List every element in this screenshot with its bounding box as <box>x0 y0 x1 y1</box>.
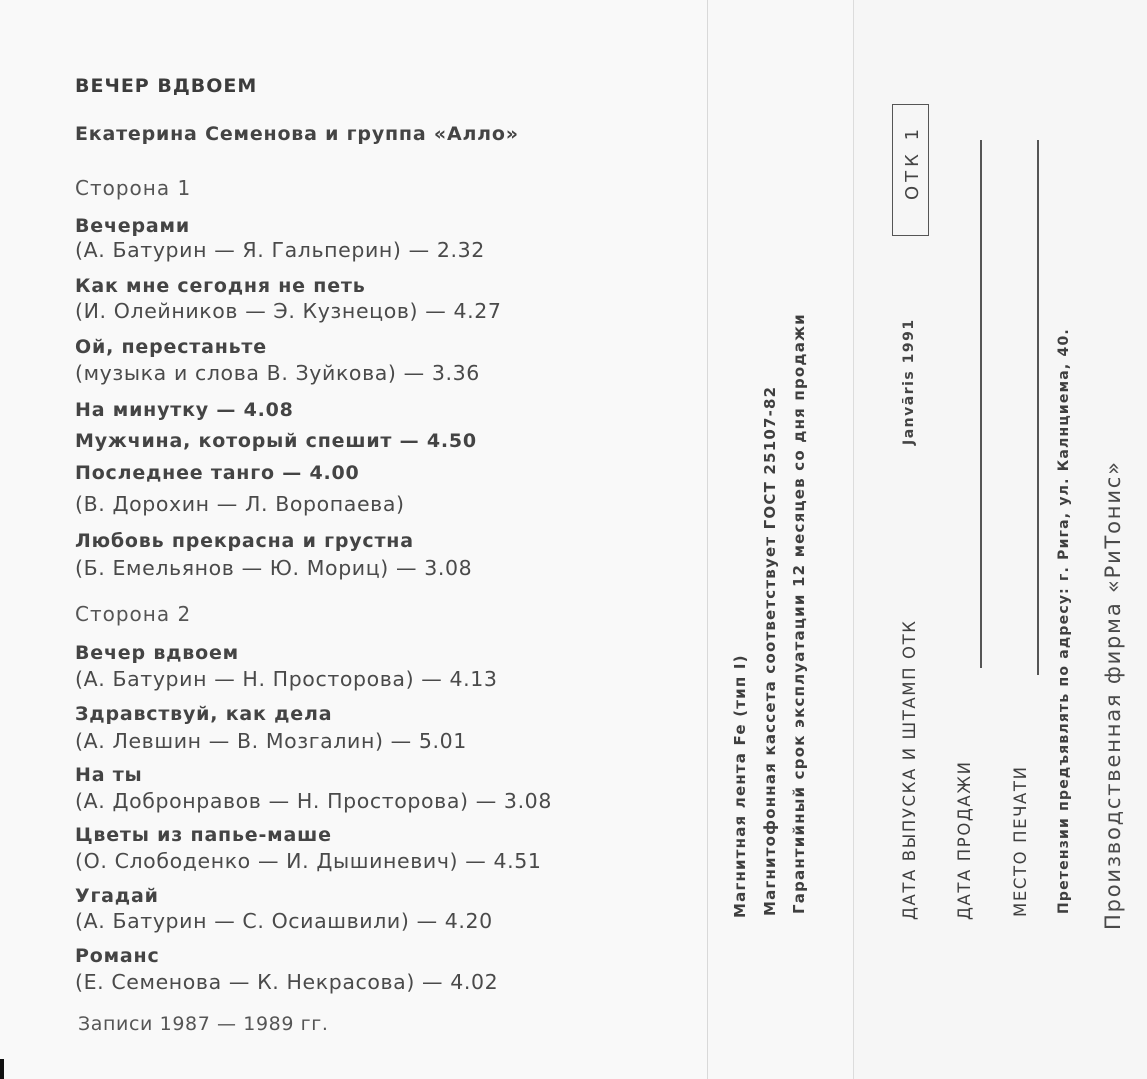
track-title: Как мне сегодня не петь <box>75 275 366 297</box>
field-stamp-place: МЕСТО ПЕЧАТИ <box>1011 765 1030 917</box>
track-title: На ты <box>75 764 143 786</box>
track-credit: (В. Дорохин — Л. Воропаева) <box>75 492 405 516</box>
track-title: На минутку — 4.08 <box>75 399 294 421</box>
track-credit: (А. Батурин — Н. Просторова) — 4.13 <box>75 667 498 691</box>
track-title: Вечерами <box>75 215 190 237</box>
album-title: ВЕЧЕР ВДВОЕМ <box>75 75 258 97</box>
field-release-date-stamp: ДАТА ВЫПУСКА И ШТАМП ОТК <box>900 619 919 920</box>
track-credit: (А. Батурин — Я. Гальперин) — 2.32 <box>75 238 485 262</box>
track-title: Вечер вдвоем <box>75 642 239 664</box>
track-credit: (А. Добронравов — Н. Просторова) — 3.08 <box>75 789 552 813</box>
spine-panel <box>707 0 854 1079</box>
track-title: Цветы из папье-маше <box>75 824 332 846</box>
side-2-label: Сторона 2 <box>75 602 192 626</box>
claims-address: Претензии предъявлять по адресу: г. Рига, ул. Калнциема, 40. <box>1056 328 1072 914</box>
scan-edge <box>0 1059 4 1079</box>
otk-stamp-text: ОТК 1 <box>902 124 923 200</box>
artist-name: Екатерина Семенова и группа «Алло» <box>75 123 519 145</box>
track-credit: (И. Олейников — Э. Кузнецов) — 4.27 <box>75 299 502 323</box>
field-sale-date: ДАТА ПРОДАЖИ <box>955 760 974 920</box>
track-credit: (музыка и слова В. Зуйкова) — 3.36 <box>75 361 480 385</box>
warranty-line: Гарантийный срок эксплуатации 12 месяцев со дня продажи <box>790 313 808 914</box>
sale-date-line <box>980 140 982 668</box>
track-title: Угадай <box>75 885 159 907</box>
side-1-label: Сторона 1 <box>75 176 192 200</box>
track-title: Романс <box>75 945 160 967</box>
track-credit: (А. Батурин — С. Осиашвили) — 4.20 <box>75 909 493 933</box>
track-credit: (Е. Семенова — К. Некрасова) — 4.02 <box>75 970 499 994</box>
tape-type-line: Магнитная лента Fe (тип I) <box>731 654 749 918</box>
manufacturer: Производственная фирма «РиТонис» <box>1101 460 1125 930</box>
track-title: Последнее танго — 4.00 <box>75 462 360 484</box>
track-credit: (А. Левшин — В. Мозгалин) — 5.01 <box>75 729 467 753</box>
gost-line: Магнитофонная кассета соответствует ГОСТ 25107-82 <box>761 385 779 916</box>
otk-stamp <box>892 104 929 236</box>
recording-years: Записи 1987 — 1989 гг. <box>78 1013 329 1035</box>
release-date: Janvāris 1991 <box>901 318 917 445</box>
track-title: Любовь прекрасна и грустна <box>75 530 414 552</box>
track-credit: (Б. Емельянов — Ю. Мориц) — 3.08 <box>75 556 473 580</box>
track-title: Ой, перестаньте <box>75 336 267 358</box>
stamp-place-line <box>1037 140 1039 675</box>
track-credit: (О. Слободенко — И. Дышиневич) — 4.51 <box>75 849 542 873</box>
track-title: Здравствуй, как дела <box>75 703 333 725</box>
track-title: Мужчина, который спешит — 4.50 <box>75 430 477 452</box>
